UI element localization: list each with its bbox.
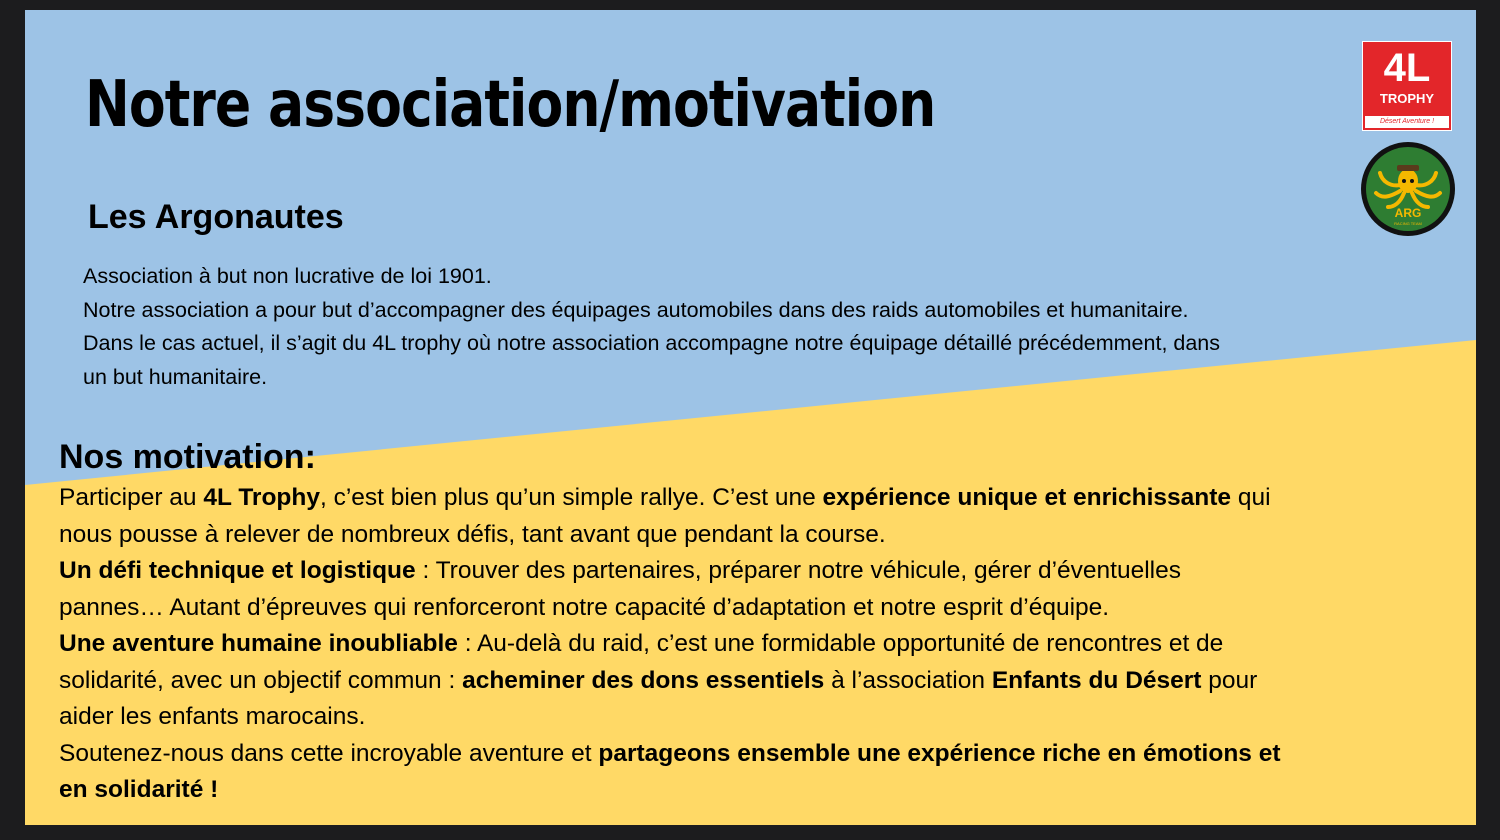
motivation-line: [59, 590, 1459, 627]
text-run: pannes… Autant d’épreuves qui renforceront notre capacité d’adaptation et notre esprit d’équipe.: [59, 593, 1110, 621]
slide: [25, 10, 1476, 825]
text-run: , c’est bien plus qu’un simple rallye. C’est une: [320, 484, 823, 511]
bold-text-run: en solidarité !: [59, 776, 219, 803]
text-run: : Au-delà du raid, c’est une formidable opportunité de rencontres et de: [457, 630, 1224, 657]
motivation-line: [59, 699, 1459, 736]
motivation-line: [59, 553, 1459, 590]
text-run: solidarité, avec un objectif commun :: [59, 666, 463, 694]
association-name: Les Argonautes: [88, 198, 344, 236]
bold-text-run: partageons ensemble une expérience riche en émotions et: [598, 739, 1281, 767]
association-line: Notre association a pour but d’accompagner des équipages automobiles dans des raids automobiles et humanitaire.: [83, 297, 1189, 322]
octopus-hat-icon: [1397, 165, 1419, 171]
motivation-text: [59, 480, 1459, 809]
association-line: Association à but non lucrative de loi 1901.: [83, 264, 492, 288]
logo-tagline: Désert Aventure !: [1365, 116, 1449, 128]
text-run: qui: [1231, 484, 1271, 511]
bold-text-run: Un défi technique et logistique: [59, 557, 416, 584]
motivation-line: [59, 736, 1459, 773]
logo-arg-subtext: RACING TEAM: [1394, 221, 1422, 226]
bold-text-run: Enfants du Désert: [991, 666, 1202, 694]
bold-text-run: Une aventure humaine inoubliable: [59, 630, 458, 657]
motivation-line: [59, 663, 1459, 700]
motivation-line: [59, 626, 1459, 663]
text-run: aider les enfants marocains.: [59, 703, 366, 730]
motivation-line: [59, 772, 1459, 809]
arg-octopus-logo: [1360, 141, 1456, 237]
text-run: nous pousse à relever de nombreux défis, tant avant que pendant la course.: [59, 520, 886, 548]
text-run: à l’association: [824, 666, 992, 694]
association-description: [83, 260, 1413, 394]
octopus-head-icon: [1398, 169, 1418, 193]
bold-text-run: acheminer des dons essentiels: [462, 666, 825, 694]
text-run: Soutenez-nous dans cette incroyable aventure et: [59, 739, 599, 767]
association-line: Dans le cas actuel, il s’agit du 4L trophy où notre association accompagne notre équipage détaillé précédemment, dans: [83, 331, 1221, 355]
bold-text-run: expérience unique et enrichissante: [822, 484, 1232, 511]
logo-4l-text: 4L: [1383, 46, 1431, 90]
logo-trophy-text: TROPHY: [1379, 91, 1435, 106]
slide-title: Notre association/motivation: [85, 68, 936, 142]
logo-arg-text: ARG: [1394, 206, 1422, 220]
association-line: un but humanitaire.: [83, 364, 268, 389]
motivation-line: [59, 517, 1459, 554]
bold-text-run: 4L Trophy: [203, 484, 320, 511]
text-run: pour: [1201, 666, 1258, 694]
text-run: : Trouver des partenaires, préparer notre véhicule, gérer d’éventuelles: [415, 557, 1182, 584]
motivation-line: [59, 480, 1459, 517]
motivation-heading: Nos motivation:: [59, 438, 316, 476]
text-run: Participer au: [59, 484, 204, 511]
4l-trophy-logo: [1362, 41, 1452, 131]
